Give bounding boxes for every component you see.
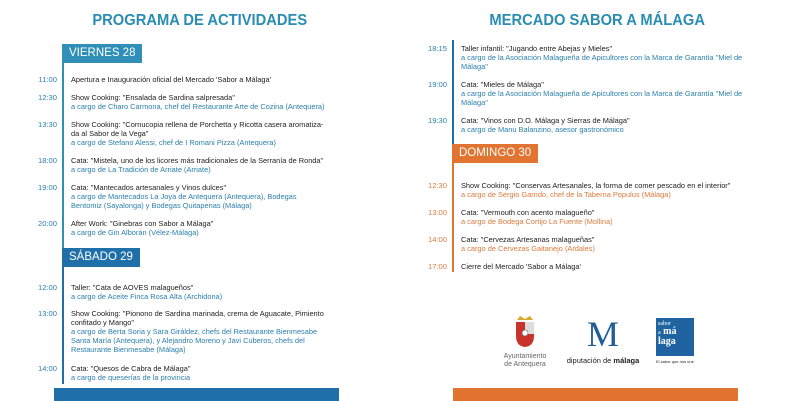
event-item [461, 262, 581, 271]
event-host-line: a cargo de Bodega Cortijo La Fuente (Mollina) [461, 217, 613, 226]
event-title-line: Show Cooking: "Cornucopia rellena de Porchetta y Ricotta casera aromatiza- [71, 120, 324, 129]
event-title-line: Cata: "Cervezas Artesanas malagueñas" [461, 235, 595, 244]
event-title-line: Cata: "Quesos de Cabra de Málaga" [71, 364, 191, 373]
event-host-line: a cargo de Stefano Alessi, chef de I Romani Pizza (Antequera) [71, 138, 276, 147]
event-item [461, 116, 630, 134]
timeline-sunday [452, 144, 454, 272]
event-item [71, 156, 323, 174]
event-time: 19:00 [37, 183, 57, 192]
event-title-line: Apertura e Inauguración oficial del Mercado 'Sabor a Málaga' [71, 75, 272, 84]
event-host-line: Restaurante Bienmesabe (Málaga) [71, 345, 186, 354]
event-host-line: a cargo de La Tradición de Arriate (Arriate) [71, 165, 211, 174]
event-title-line: Cata: "Mantecados artesanales y Vinos dulces" [71, 183, 227, 192]
event-title-line: da al Sabor de la Vega" [71, 129, 149, 138]
timeline-saturday-cont [452, 40, 454, 144]
event-time: 19:30 [427, 116, 447, 125]
diputacion-m-mark: M [586, 314, 619, 354]
left-title: PROGRAMA DE ACTIVIDADES [92, 12, 308, 29]
event-host-line: a cargo de Charo Carmona, chef del Restaurante Arte de Cozina (Antequera) [71, 102, 325, 111]
event-item [461, 44, 742, 71]
event-host-line: a cargo de queserías de la provincia [71, 373, 191, 382]
sabor-text: sabor [658, 321, 671, 327]
event-item [461, 208, 613, 226]
event-host-line: a cargo de Aceite Finca Rosa Alta (Archidona) [71, 292, 223, 301]
event-title-line: After Work: "Ginebras con Sabor a Málaga" [71, 219, 214, 228]
diputacion-bold: málaga [613, 356, 640, 365]
event-title-line: Cata: "Mieles de Málaga" [461, 80, 544, 89]
event-host-line: Santa María (Antequera), y Alejandro Moreno y Javi Cuberos, chefs del [71, 336, 305, 345]
event-title-line: Cata: "Vermouth con acento malagueño" [461, 208, 595, 217]
event-time: 19:00 [427, 80, 447, 89]
logo-ayuntamiento-antequera [490, 316, 560, 369]
event-time: 14:00 [37, 364, 57, 373]
event-title-line: Cierre del Mercado 'Sabor a Málaga' [461, 262, 581, 271]
day-badge-saturday: SÁBADO 29 [62, 248, 140, 267]
event-time: 17:00 [427, 262, 447, 271]
event-item [71, 120, 323, 147]
event-time: 12:30 [427, 181, 447, 190]
day-badge-sunday: DOMINGO 30 [452, 144, 538, 163]
footer-bar-orange [453, 388, 738, 401]
event-item [461, 235, 595, 253]
event-host-line: a cargo de Sergio Garrido, chef de la Taberna Populus (Málaga) [461, 190, 671, 199]
coat-of-arms-icon [514, 316, 536, 348]
event-title-line: confitado y Mango" [71, 318, 135, 327]
event-host-line: a cargo de Manu Balanzino, asesor gastronómico [461, 125, 624, 134]
event-time: 13:30 [37, 120, 57, 129]
event-item [461, 181, 730, 199]
event-time: 20:00 [37, 219, 57, 228]
event-item [71, 75, 271, 84]
antequera-text-2: de Antequera [504, 361, 546, 368]
event-item [71, 309, 324, 354]
event-item [461, 80, 742, 107]
event-title-line: Show Cooking: "Pionono de Sardina marinada, crema de Aguacate, Pimiento [71, 309, 324, 318]
event-item [71, 283, 222, 301]
event-time: 12:30 [37, 93, 57, 102]
event-title-line: Taller infantil: "Jugando entre Abejas y Mieles" [461, 44, 613, 53]
event-host-line: a cargo de la Asociación Malagueña de Apicultores con la Marca de Garantía "Miel de [461, 53, 743, 62]
sabor-ma: má [663, 326, 677, 337]
event-time: 14:00 [427, 235, 447, 244]
event-item [71, 183, 297, 210]
event-host-line: a cargo de Cervezas Gaitanejo (Ardales) [461, 244, 595, 253]
event-time: 13:00 [427, 208, 447, 217]
event-title-line: Taller: "Cata de AOVES malagueños" [71, 283, 194, 292]
event-title-line: Show Cooking: "Conservas Artesanales, la forma de comer pescado en el interior" [461, 181, 731, 190]
event-host-line: Málaga" [461, 62, 488, 71]
footer-bar-blue [54, 388, 339, 401]
logo-sabor-a-malaga [656, 318, 696, 364]
event-time: 12:00 [37, 283, 57, 292]
logo-diputacion-malaga [558, 316, 648, 365]
sabor-laga: laga [658, 336, 676, 347]
sabor-a: a [658, 330, 661, 336]
event-title-line: Show Cooking: "Ensalada de Sardina salpresada" [71, 93, 235, 102]
event-host-line: a cargo de Berta Soria y Sara Giráldez, chefs del Restaurante Bienmesabe [71, 327, 318, 336]
event-host-line: a cargo de Gin Alborán (Vélez-Málaga) [71, 228, 199, 237]
event-item [71, 93, 324, 111]
right-title: MERCADO SABOR A MÁLAGA [489, 12, 705, 29]
timeline-saturday [62, 248, 64, 384]
event-time: 18:00 [37, 156, 57, 165]
sabor-tagline: El sabor que nos une [656, 359, 694, 364]
diputacion-text: diputación de [566, 356, 614, 365]
event-time: 11:00 [38, 75, 57, 84]
timeline-friday [62, 44, 64, 248]
event-host-line: a cargo de la Asociación Malagueña de Apicultores con la Marca de Garantía "Miel de [461, 89, 743, 98]
event-time: 18:15 [427, 44, 447, 53]
event-host-line: Málaga" [461, 98, 488, 107]
antequera-text-1: Ayuntamiento [503, 353, 547, 360]
event-host-line: Bentomiz (Sayalonga) y Bodegas Quitapenas (Málaga) [71, 201, 252, 210]
event-title-line: Cata: "Vinos con D.O. Málaga y Sierras de Málaga" [461, 116, 630, 125]
event-title-line: Cata: "Mistela, uno de los licores más tradicionales de la Serranía de Ronda" [71, 156, 324, 165]
event-item [71, 364, 190, 382]
event-host-line: a cargo de Mantecados La Joya de Antequera (Antequera), Bodegas [71, 192, 297, 201]
day-badge-friday: VIERNES 28 [62, 44, 142, 63]
event-time: 13:00 [37, 309, 57, 318]
event-item [71, 219, 213, 237]
